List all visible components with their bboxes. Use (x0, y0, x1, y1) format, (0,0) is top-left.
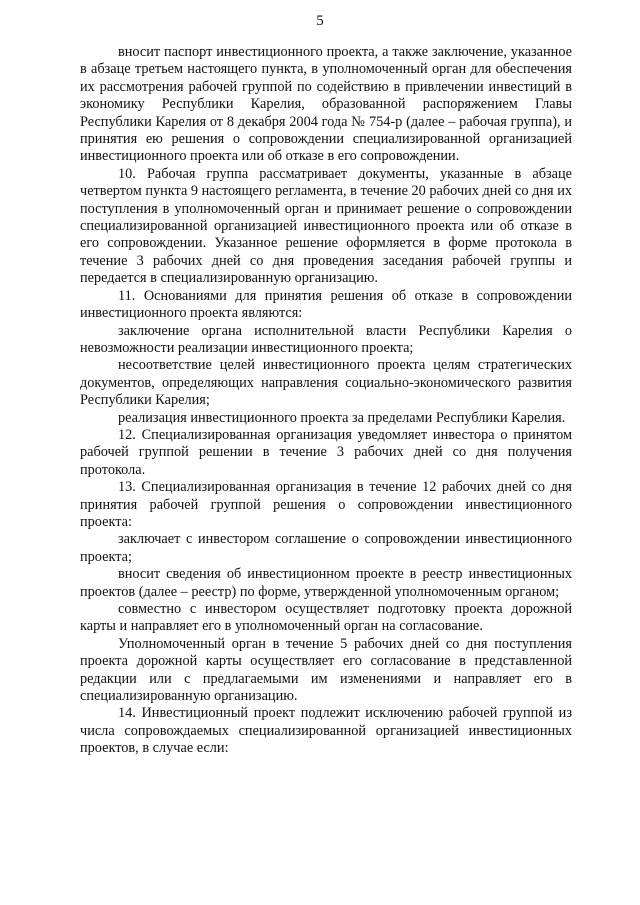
paragraph: вносит сведения об инвестиционном проекте в реестр инвестиционных проектов (далее – реестр) по форме, утвержденной уполномоченным органом; (80, 566, 572, 600)
paragraph: вносит паспорт инвестиционного проекта, а также заключение, указанное в абзаце третьем настоящего пункта, в уполномоченный орган для обеспечения их рассмотрения рабочей группой по содействию в привлечении инвестиций в экономику Республики Карелия, образованной распоряжением Главы Республики Карелия от 8 декабря 2004 года № 754-р (далее – рабочая группа), и принятия ею решения о сопровождении специализированной организацией инвестиционного проекта или об отказе в его сопровождении. (80, 44, 572, 165)
paragraph: заключение органа исполнительной власти Республики Карелия о невозможности реализации инвестиционного проекта; (80, 322, 572, 356)
paragraph: Уполномоченный орган в течение 5 рабочих дней со дня поступления проекта дорожной карты осуществляет его согласование в представленной редакции или с предлагаемыми им изменениями и направляет его в специализированную организацию. (80, 635, 572, 705)
paragraph: заключает с инвестором соглашение о сопровождении инвестиционного проекта; (80, 531, 572, 565)
paragraph: совместно с инвестором осуществляет подготовку проекта дорожной карты и направляет его в уполномоченный орган на согласование. (80, 601, 572, 635)
paragraph: реализация инвестиционного проекта за пределами Республики Карелия. (118, 409, 566, 426)
paragraph: 11. Основаниями для принятия решения об отказе в сопровождении инвестиционного проекта являются: (80, 287, 572, 322)
document-body (80, 44, 572, 758)
paragraph: несоответствие целей инвестиционного проекта целям стратегических документов, определяющих направления социально-экономического развития Республики Карелия; (80, 357, 572, 409)
page-number: 5 (316, 13, 324, 29)
paragraph: 13. Специализированная организация в течение 12 рабочих дней со дня принятия рабочей группой решения о сопровождении инвестиционного проекта: (80, 479, 572, 530)
paragraph: 10. Рабочая группа рассматривает документы, указанные в абзаце четвертом пункта 9 настоящего регламента, в течение 20 рабочих дней со дня их поступления в уполномоченный орган и принимает решение о сопровождении специализированной организацией инвестиционного проекта или об отказе в его сопровождении. Указанное решение оформляется в форме протокола в течение 3 рабочих дней со дня проведения заседания рабочей группы и передается в специализированную организацию. (80, 165, 572, 287)
paragraph: 14. Инвестиционный проект подлежит исключению рабочей группой из числа сопровождаемых специализированной организацией инвестиционных проектов, в случае если: (80, 705, 572, 757)
paragraph: 12. Специализированная организация уведомляет инвестора о принятом рабочей группой решении в течение 3 рабочих дней со дня получения протокола. (80, 426, 572, 478)
